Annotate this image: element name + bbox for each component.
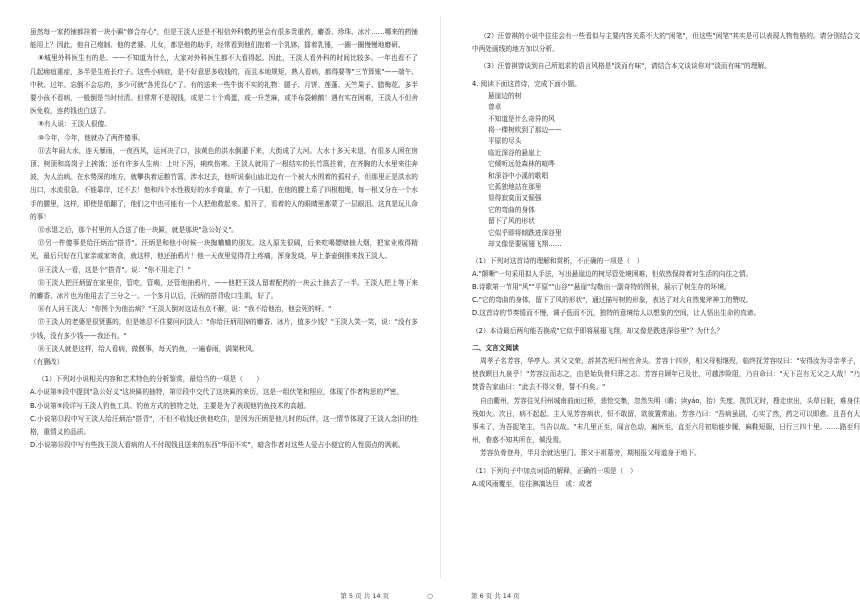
story-paragraph-11: ⑪去年闹大水，连天暴雨，一夜西风，运河决了口，浊黄色的洪水倒灌下来，大街成了大河。大水十多天未退，有很多人困在房顶、树顶和高岗子上挨饿；还有许多人生病：上吐下泻，痢疾伤寒。王淡人就用了一根结实的长竹篙拄着，在齐胸的大水里来往奔波，为人治病。在水势深的地方，就攀执着运粮竹篙，涉水过去，他听说泰山庙北边有一个被大水围着的孤村子，但那里正是洪水的出口，水流很急，不能靠岸，过不去！他和四个水性极好的水手商量，弃了一只船，在他的腰上系了四根粗绳，每一根又分在一个水手的腰里，这样，即使是船翻了，他们之中也可能有一个人把他救起来。船开了，看着的人的眼睛里都蒙了一层眼泪。这真是玩儿命的事！	[30, 146, 418, 221]
poem-line: 显得寂寞而又倔强	[488, 194, 542, 203]
section-heading-classical: 二、文言文阅读	[472, 343, 519, 352]
poem-title: 悬崖边的树	[488, 91, 522, 100]
poem-question-1-option-c: C."它的弯曲的身体，留下了风的形状"，通过描写树的形象，表达了对大自然鬼斧神工的赞叹。	[472, 296, 753, 305]
story-paragraph-12: ⑫水退之后，那个村里的人合送了他一块匾，就是那块"急公好义"。	[38, 226, 239, 235]
classical-question-1-stem: （1）下列句子中加点词语的解释，正确的一项是（ ）	[472, 466, 637, 475]
classical-paragraph-1: 周孝子名芳容，华亭人。其父文荣，辞甚苦死归州官舍头。芳容十四岁，相父母相继殁，临终抚芳容叹曰："安得汝为寻亲孝子，使我瞑目九泉乎！"芳容泣而志之，由是始负骨归葬之志。芳容自顾年已及壮，可越涉险阻，乃自命曰："天下岂有无父之人哉！"乃焚香告家庙曰："此去不得父骨，誓不归矣。"	[472, 356, 860, 392]
story-paragraph-13: ⑬另一件傻事是给汪炳治"搭背"。汪炳是和他小时候一块掏蛐蛐的朋友。这人原先很阔，后来吃喝嫖赌抽大烟，把家业败得精光，最后只好在几家亲戚家寄食，就这样，他还抽鸦片！他一天夜里觉得背上疼痛，浑身发烧，早上茶壶倒推来找王淡人。	[30, 239, 418, 261]
column-divider	[440, 16, 441, 578]
story-paragraph-10: ⑩今年，今年，他就办了两件傻事。	[38, 133, 145, 142]
poem-question-1-option-b: B.诗歌第一节用"风""平原""山谷""悬崖"勾勒出一副奇特的图景，展示了树生存的环境。	[472, 282, 731, 291]
poem-author: 曾卓	[488, 103, 502, 112]
question-1-stem: （1）下列对小说相关内容和艺术特色的分析鉴赏，最恰当的一项是（ ）	[38, 375, 263, 384]
poem-question-2-stem: （2）本诗最后两句能否换成"它似乎即将展翅飞翔，却又像是跌进深谷里"？为什么？	[472, 326, 724, 335]
poem-block	[472, 91, 860, 251]
classical-question-1-option-a: A.或风雨覆至，往往淋漓达旦 或：或者	[472, 479, 593, 488]
story-paragraph-14: ⑭王淡人一看，这是个"搭背"。说："你不用走了！"	[38, 265, 191, 274]
page-number-right: 第 6 页 共 14 页	[470, 592, 520, 600]
poem-line: 它孤独地站在那里	[488, 183, 542, 192]
fold-marker: ○	[427, 592, 433, 600]
poem-line: 将一棵树吹到了那边——	[488, 126, 562, 135]
poem-line: 留下了风的形状	[488, 217, 535, 226]
story-paragraph-7: 虽然每一家药铺都挂着一块小匾"修合存心"，但是王淡人还是不相信外科敷药里会有很多贵重药，麝香、珍珠、冰片……哪来的药铺能用上？因此，他自己炮制、他的老婆、儿女，都是他的助手，经常看到他们抱着一个乳钵，擂着乳锤，一圈一圈慢慢地磨研。	[30, 28, 418, 50]
poem-question-1-option-a: A."颠晰"一句采用拟人手法，写出悬崖边的树尽管处境困难，但依然保持着对生活的向往之情。	[472, 269, 753, 278]
story-paragraph-17: ⑰王淡人的老婆是很贤惠的，但是她忍不住要问问淡人："你给汪炳用掉的麝香、冰片，值多少钱？"王淡人笑一笑，说："没有多少钱，没有多少钱——我还有。"	[30, 318, 418, 340]
question-1-option-a: A.小说第⑤段中提到"急公好义"这块匾的抽特，第⑫段中交代了这块匾的来历，这是一组伏笔和照应，体现了作者构思的严密。	[30, 388, 404, 397]
classical-paragraph-2: 自由衢州，芳容往见归州城南前面过桥，悲怆交集，忽然失明（瞻；读yáo，抬）失度，凯饥无时，搜走庶出，头草日脏，难身住残如火。次日，病不起起。主人见芳容病状，恒不敢留，欲彼置常庙。芳容乃曰："吾病虽剧，心实了然，药之可以即愈。且吾有大事未了，为吾捉笔主，当告以故。"末几里正至，闻言色动，遍医至，直至六月初始能步履，麻鞋短服，日行三四十里。……路至归州，眷惑不知其所在，倾没焉。	[472, 396, 860, 445]
classical-paragraph-3: 芳容负骨登舟，半月余就达里门。葬父于祖墓旁，期相报父母道身于地下。	[480, 449, 701, 458]
poem-line: 却又像是要展翅飞翔……	[488, 240, 562, 249]
story-paragraph-15: ⑮王淡人把汪炳留在家里住，管吃，管喝，还管他抽鸦片，——他把王淡人留着配药的一块云土抽去了一半。王淡人把上等下来的麝香、冰片也为他用去了三分之一。一个多月以后，汪炳的搭背收口生肌，好了。	[30, 278, 418, 301]
question-1-option-c: C.小说第⑬段中写王淡人给汪炳治"搭背"，不但不收钱还供他吃住，是因为汪炳是他儿时的玩伴，这一情节体现了王淡人念旧的性格，重情义的品质。	[30, 414, 418, 437]
question-3-stem: （3）汪曾祺曾谈到自己所追求的语言风格是"淡而有味"，请结合本文谈谈你对"淡而有味"的理解。	[480, 62, 771, 71]
page-footer	[0, 591, 860, 600]
poem-line: 它的弯曲的身体	[488, 205, 535, 214]
story-paragraph-9: ⑨有人说：王淡人很傻。	[38, 120, 111, 129]
poem-line: 不知道是什么奇异的风	[488, 114, 555, 123]
question-1-option-b: B.小说第⑤段详写王淡人钓鱼工具、钓鱼方式的独特之处，主要是为了表现他钓鱼技术的高超。	[30, 401, 311, 410]
right-column	[472, 26, 860, 491]
poem-question-intro: 4. 阅读下面这首诗，完成下面小题。	[472, 79, 581, 88]
left-column	[30, 26, 418, 453]
question-2-stem: （2）汪曾祺的小说中往往会有一些看似与主要内容关系不大的"闲笔"，但这些"闲笔"其实是可以表现人物性格的。请分别结合文中两处画线的地方加以分析。	[472, 32, 860, 54]
poem-line: 和深谷中小溪的歌唱	[488, 171, 549, 180]
story-paragraph-18: ⑱王淡人就是这样，给人看病，做偃事，每天钓鱼，一遍春雨，满架秋风。	[38, 344, 259, 353]
story-paragraph-16: ⑯有人问王淡人："你图个为他治病？"王淡人倒对这话有点不解，说："我不给他治，他会死的呀。"	[38, 305, 332, 314]
story-paragraph-8: ⑧城里外科医生有的是。——不知道为什么，大家对外科医生都不大看得起。因此，王淡人看外科的时间比较多。一年也看不了几起痈疽重症，多半是生疮长疔子。这些小病症，是不好意思多收钱的，而且本地规矩，熟人看病，都得要等"三节算账"——端午、中秋、过年。忘倒不会忘的，多少可就"各凭良心"了。有的送来一些牛街不实的礼物：腿子、月饼、莲蓬、天竺果子、腊梅花。多半要小孩不看病，一般倒是当时付清。但常常不是现钱，或是二十个鸡蛋，或一升芝麻，或半布袋赖鹅！遇有实在困难，王淡人不但舍医免收，连药钱也白送了。	[30, 54, 418, 116]
abridged-note: （有删改）	[30, 358, 64, 367]
poem-line: 它倾听远处森林的喧哗	[488, 160, 555, 169]
poem-line: 临近深谷的悬崖上	[488, 148, 542, 157]
question-1-option-d: D.小说第⑯段中写有些找王淡人看病的人不付现钱且送来的东西"华而不实"，暗含作者对这些人爱占小便宜的人性弱点的讽刺。	[30, 441, 405, 450]
poem-line: 平原的尽头	[488, 137, 522, 146]
poem-question-1-stem: （1）下列对这首诗的理解和赏析，不正确的一项是（ ）	[472, 256, 644, 265]
page-number-left: 第 5 页 共 14 页	[340, 592, 390, 600]
poem-question-1-option-d: D.这首诗的节奏缓而不慢，调子低而不沉，独特的意境给人以想象的空间，让人悟出生命的真谛。	[472, 309, 761, 318]
poem-line: 它似乎即将倾跌进深谷里	[488, 228, 562, 237]
